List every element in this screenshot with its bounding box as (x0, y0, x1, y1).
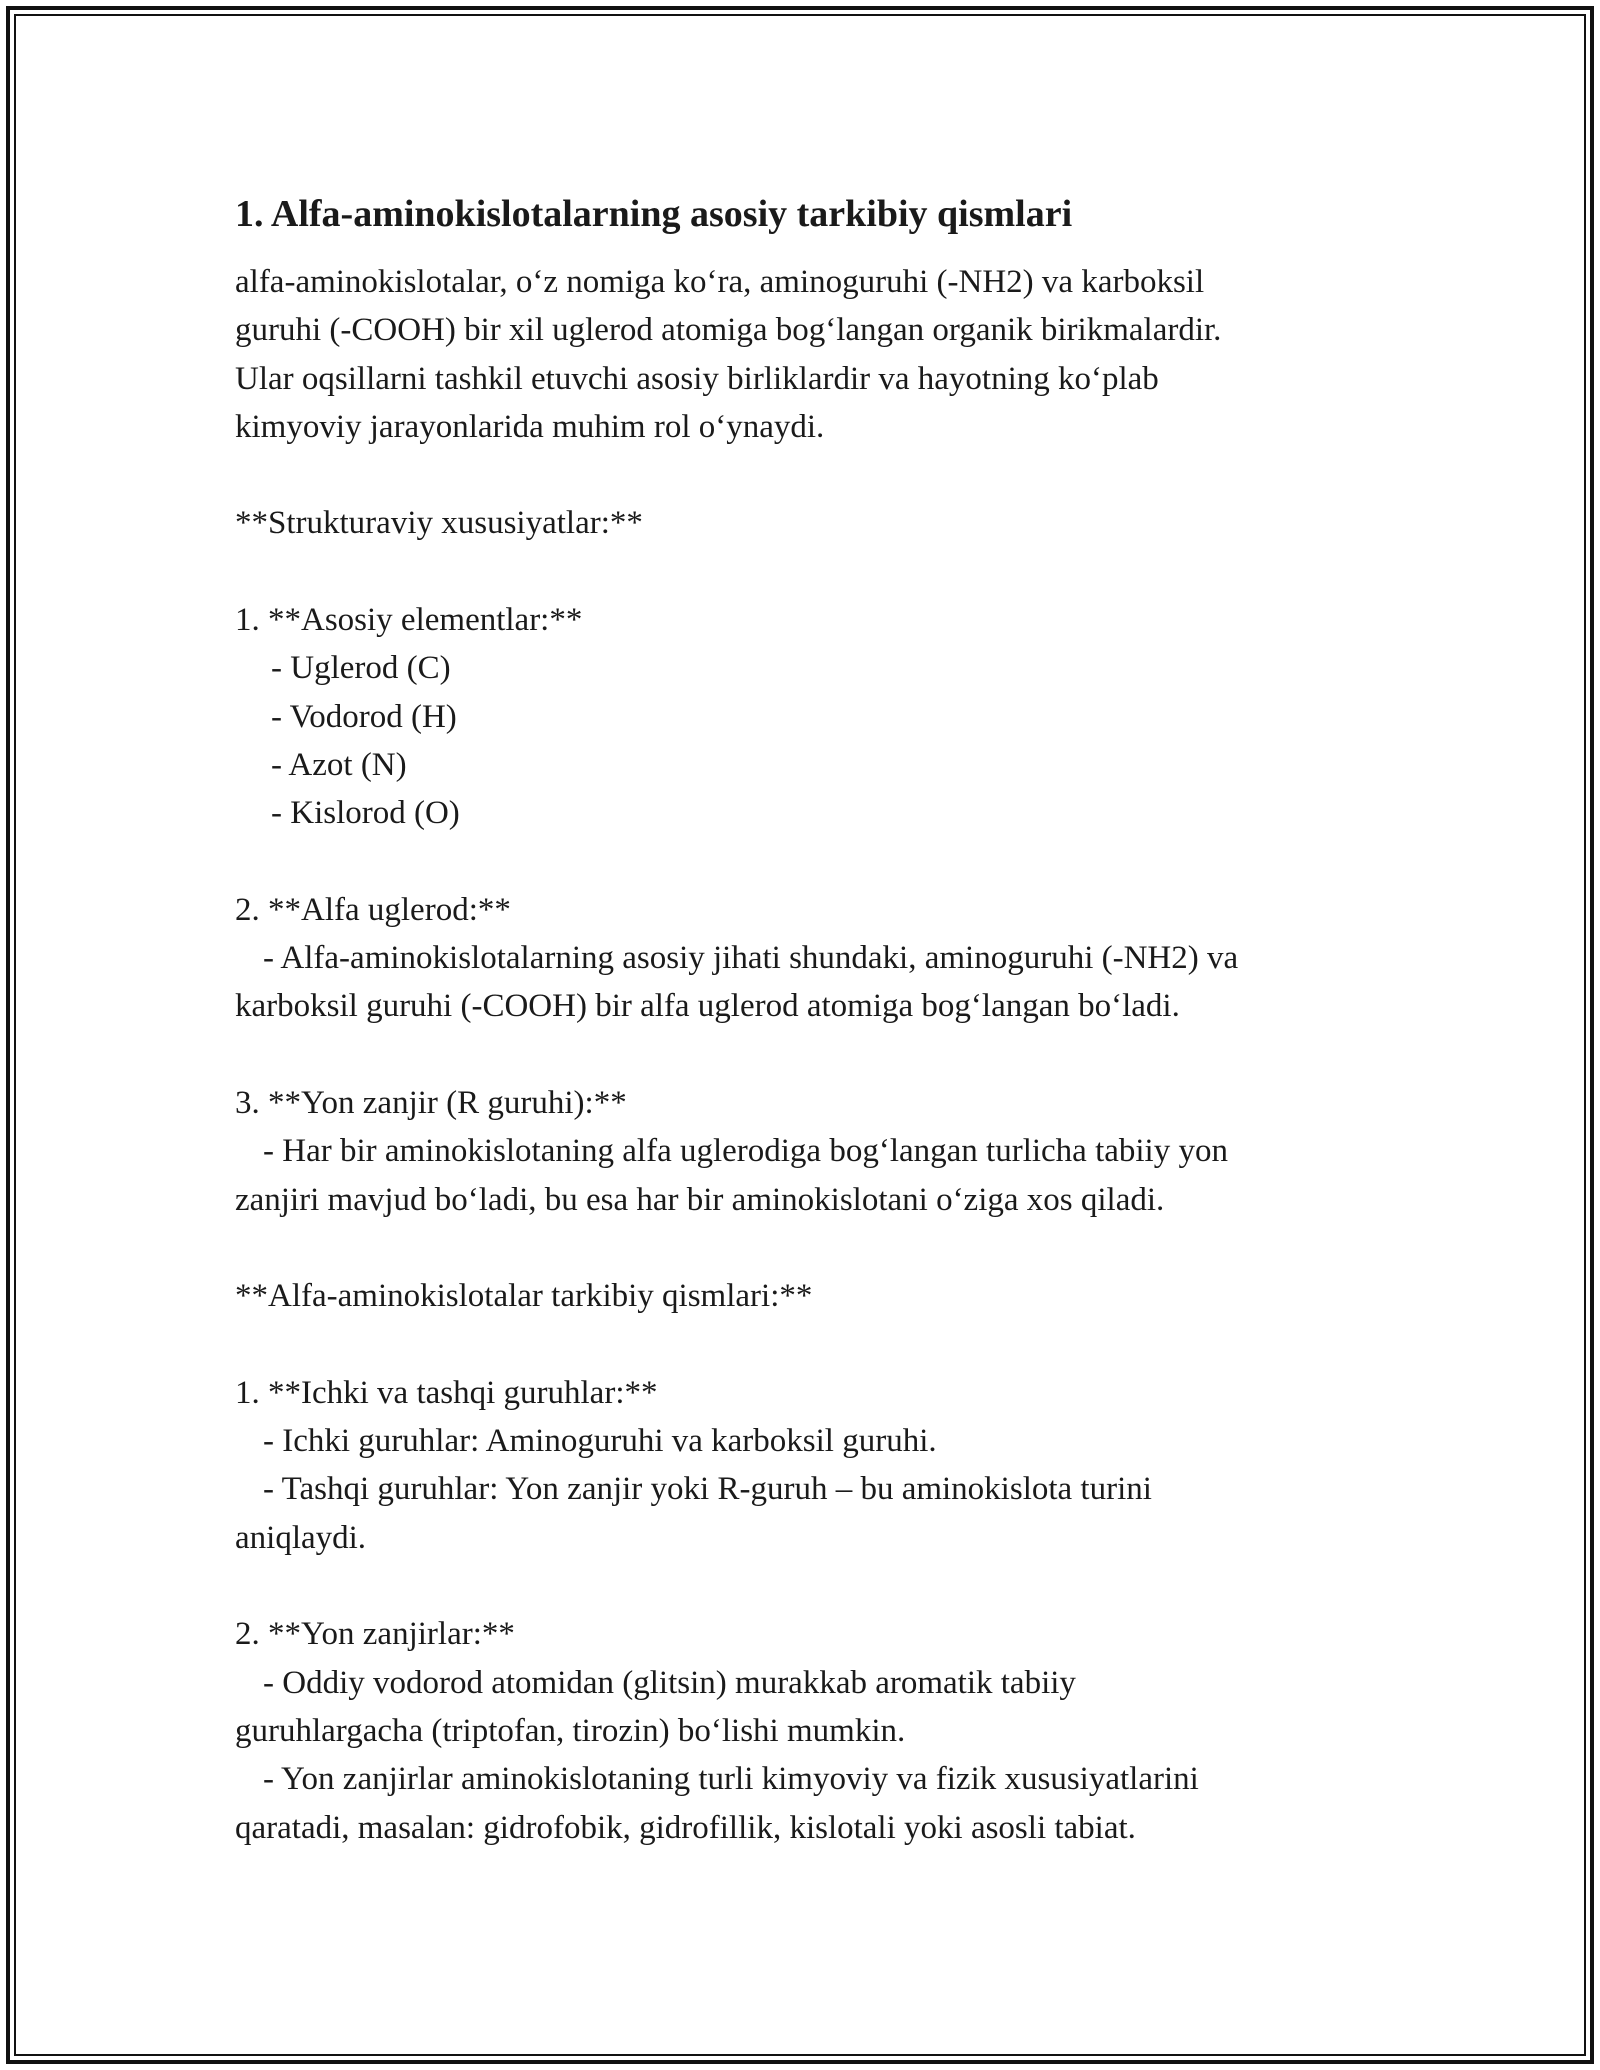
section-heading: 2. **Yon zanjirlar:** (235, 1616, 515, 1653)
section-line: - Har bir aminokislotaning alfa uglerodiga bog‘langan turlicha tabiiy yon (263, 1133, 1228, 1170)
section-alpha-carbon (235, 886, 1385, 1031)
intro-line: alfa-aminokislotalar, o‘z nomiga ko‘ra, aminoguruhi (-NH2) va karboksil (235, 264, 1205, 300)
spacer (235, 451, 1385, 499)
section-heading: 1. **Asosiy elementlar:** (235, 602, 583, 639)
section-line: - Alfa-aminokislotalarning asosiy jihati shundaki, aminoguruhi (-NH2) va (263, 940, 1239, 977)
section-line: - Tashqi guruhlar: Yon zanjir yoki R-guruh – bu aminokislota turini (263, 1471, 1152, 1508)
section-heading: 1. **Ichki va tashqi guruhlar:** (235, 1374, 658, 1411)
section-heading: 3. **Yon zanjir (R guruhi):** (235, 1085, 627, 1122)
section-groups (235, 1369, 1385, 1562)
intro-paragraph (235, 258, 1385, 451)
section-line: qaratadi, masalan: gidrofobik, gidrofillik, kislotali yoki asosli tabiat. (235, 1809, 1136, 1846)
section-line: - Yon zanjirlar aminokislotaning turli kimyoviy va fizik xususiyatlarini (263, 1761, 1199, 1798)
intro-line: Ular oqsillarni tashkil etuvchi asosiy birliklardir va hayotning ko‘plab (235, 360, 1159, 397)
list-item: - Uglerod (C) (271, 650, 451, 687)
section-line: zanjiri mavjud bo‘ladi, bu esa har bir aminokislotani o‘ziga xos qiladi. (235, 1181, 1165, 1218)
components-heading: **Alfa-aminokislotalar tarkibiy qismlari:** (235, 1278, 813, 1315)
spacer (235, 1562, 1385, 1610)
section-side-chain (235, 1079, 1385, 1224)
section-elements (235, 596, 1385, 837)
section-side-chains (235, 1610, 1385, 1851)
structural-heading: **Strukturaviy xususiyatlar:** (235, 505, 643, 542)
intro-line: guruhi (-COOH) bir xil uglerod atomiga bog‘langan organik birikmalardir. (235, 312, 1222, 349)
spacer (235, 548, 1385, 596)
section-line: aniqlaydi. (235, 1519, 367, 1556)
list-item: - Azot (N) (271, 746, 407, 783)
spacer (235, 1321, 1385, 1369)
section-heading: 2. **Alfa uglerod:** (235, 891, 511, 928)
list-item: - Kislorod (O) (271, 795, 460, 832)
document-title: 1. Alfa-aminokislotalarning asosiy tarkibiy qismlari (235, 193, 1073, 235)
document-body (235, 186, 1385, 1852)
intro-line: kimyoviy jarayonlarida muhim rol o‘ynaydi. (235, 408, 825, 445)
section-line: guruhlargacha (triptofan, tirozin) bo‘lishi mumkin. (235, 1712, 906, 1749)
spacer (235, 1031, 1385, 1079)
section-line: karboksil guruhi (-COOH) bir alfa uglerod atomiga bog‘langan bo‘ladi. (235, 988, 1180, 1025)
section-line: - Ichki guruhlar: Aminoguruhi va karboksil guruhi. (263, 1423, 937, 1460)
spacer (235, 1224, 1385, 1272)
spacer (235, 838, 1385, 886)
section-line: - Oddiy vodorod atomidan (glitsin) murakkab aromatik tabiiy (263, 1664, 1076, 1701)
list-item: - Vodorod (H) (271, 698, 457, 735)
